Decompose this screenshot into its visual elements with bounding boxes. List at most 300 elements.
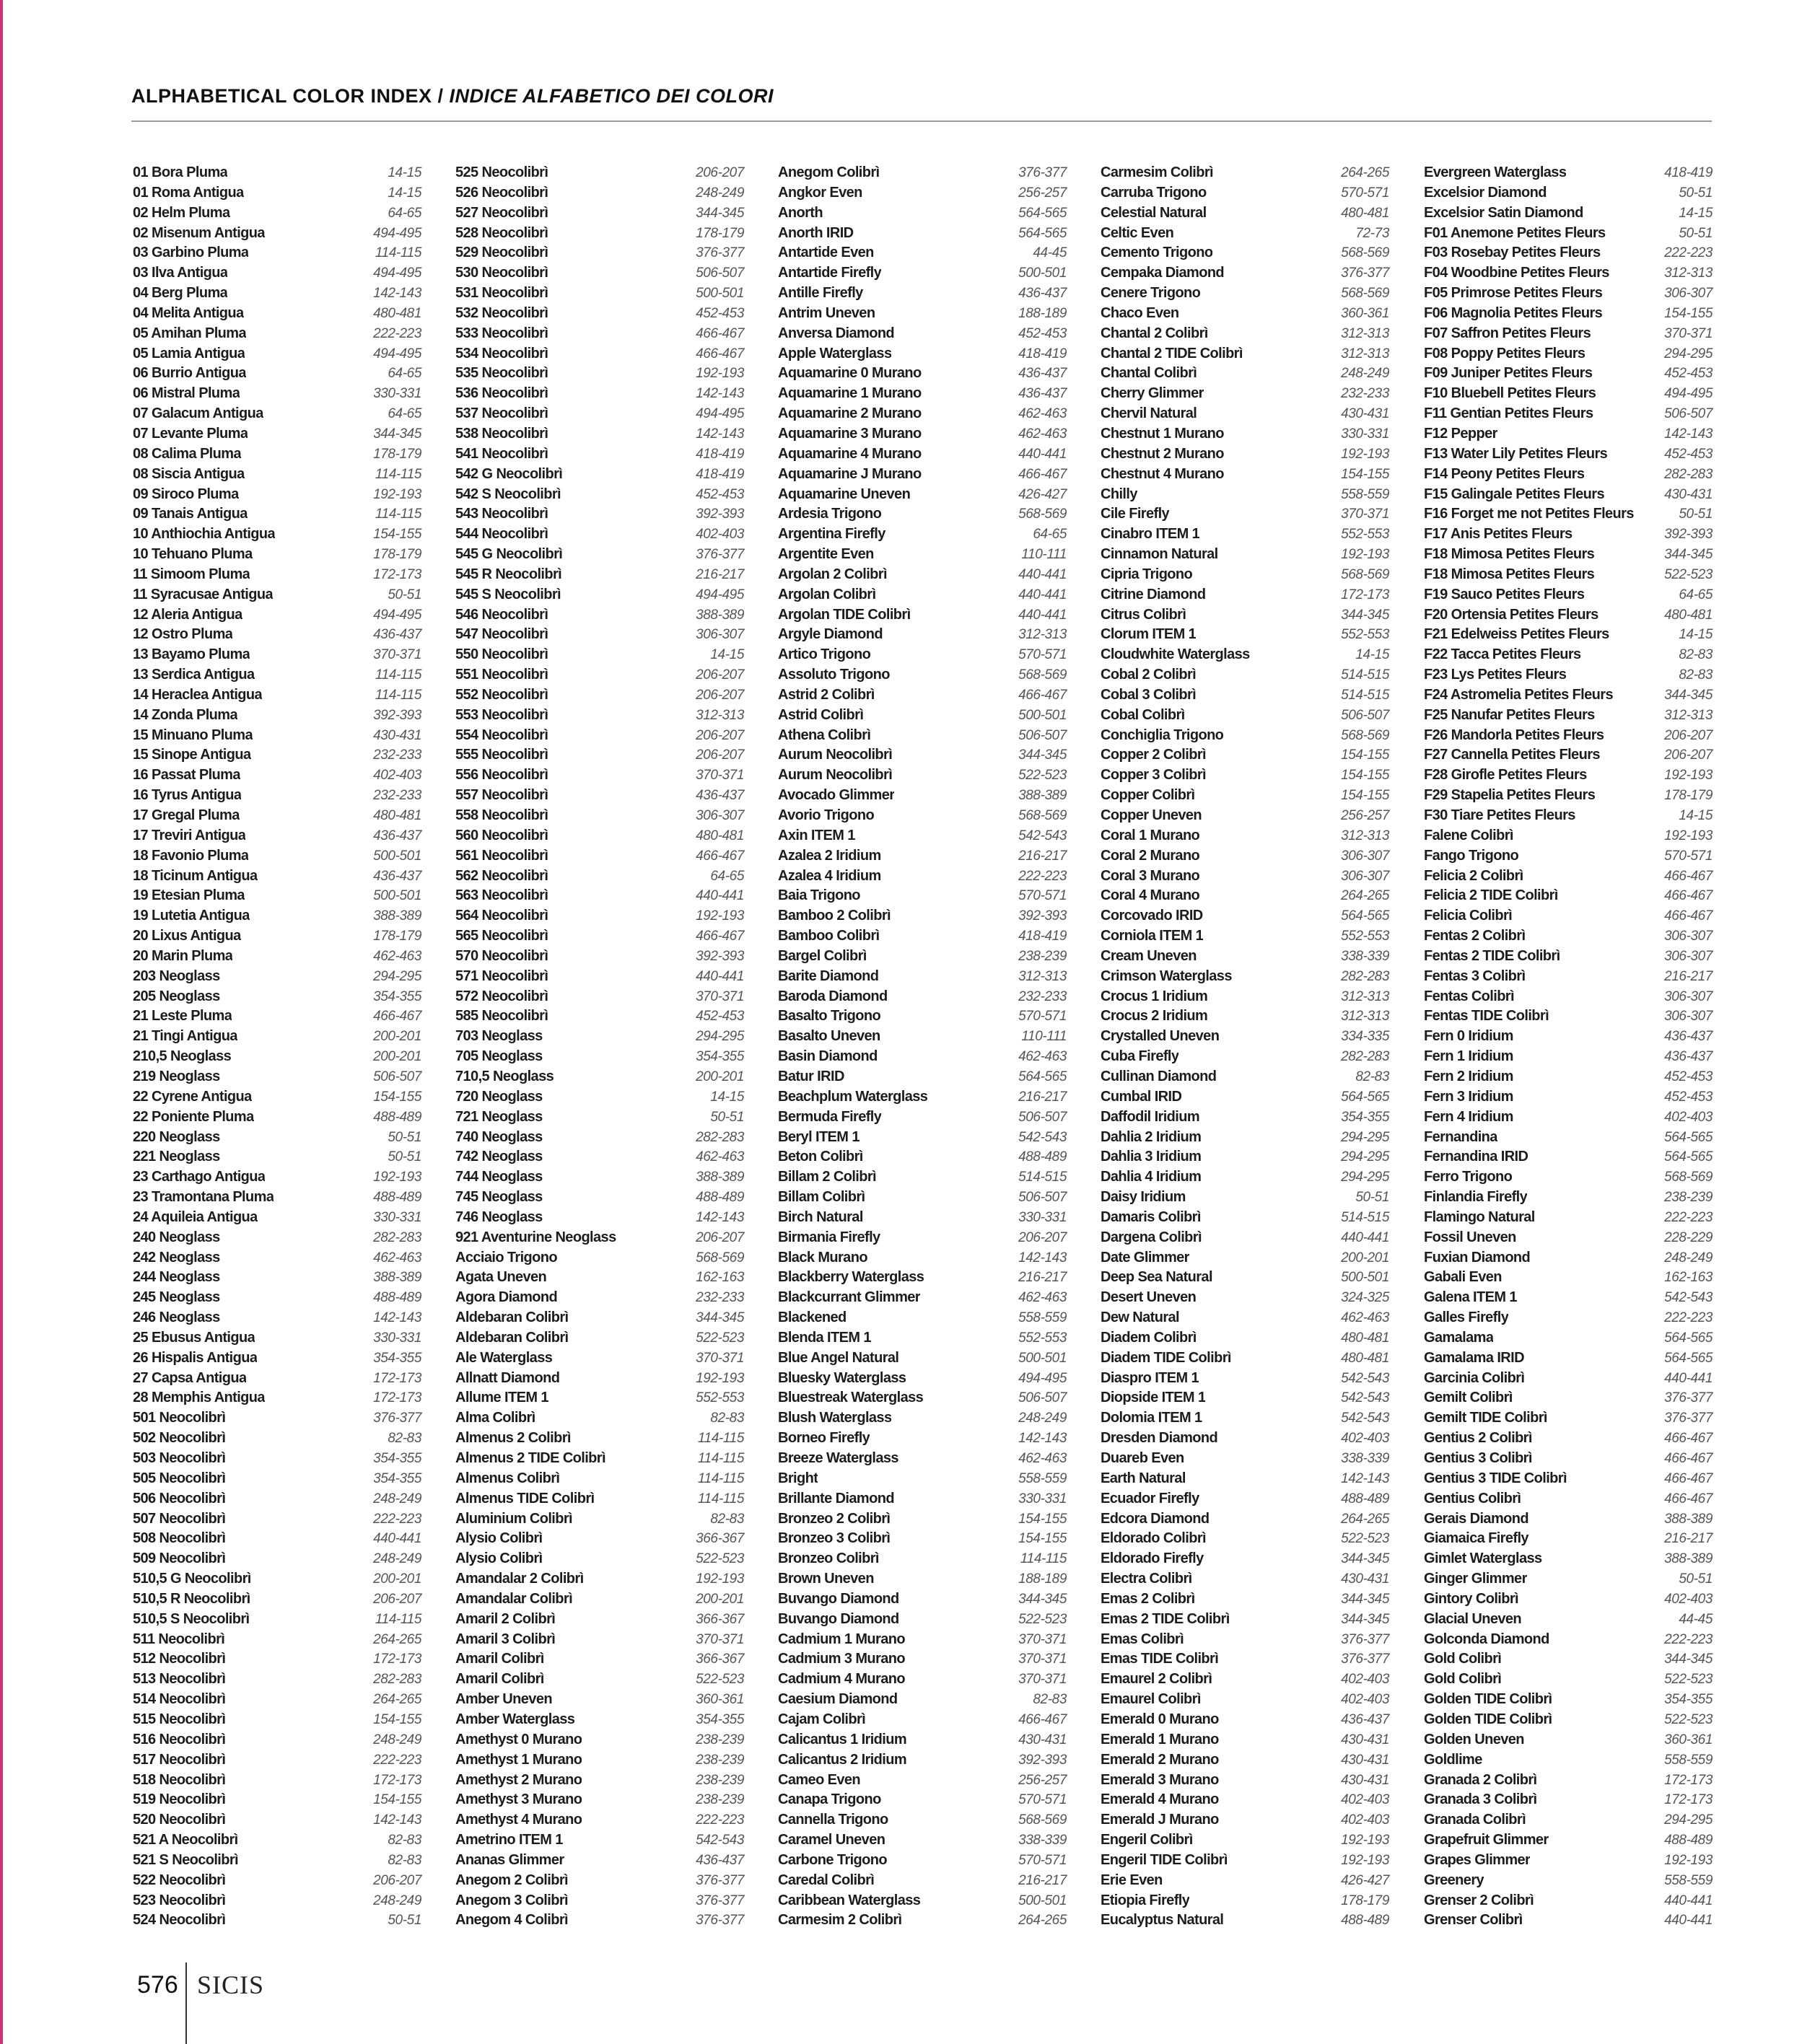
- index-entry: [778, 846, 1067, 867]
- color-name: Edcora Diamond: [1101, 1510, 1210, 1527]
- color-name: 505 Neocolibrì: [133, 1470, 226, 1486]
- color-name: 542 G Neocolibrì: [455, 465, 563, 482]
- page-ref: 142-143: [373, 286, 421, 302]
- color-name: Argentite Even: [778, 546, 874, 563]
- index-entry: [1101, 344, 1389, 364]
- page-ref: 264-265: [1341, 1511, 1389, 1527]
- color-name: 17 Gregal Pluma: [133, 807, 240, 823]
- index-entry: [1424, 344, 1713, 364]
- color-name: Gold Colibrì: [1424, 1651, 1502, 1667]
- index-entry: [1101, 1107, 1389, 1128]
- index-entry: [1101, 1549, 1389, 1569]
- page-ref: 452-453: [1664, 446, 1713, 462]
- index-entry: [778, 1067, 1067, 1087]
- color-name: Allume ITEM 1: [455, 1390, 548, 1406]
- color-name: Carmesim 2 Colibrì: [778, 1912, 902, 1929]
- page-ref: 330-331: [1341, 426, 1389, 442]
- color-name: 561 Neocolibrì: [455, 847, 548, 864]
- page-ref: 110-111: [1021, 547, 1067, 563]
- index-entry: [133, 1248, 421, 1268]
- index-entry: [778, 545, 1067, 565]
- page-ref: 570-571: [1664, 848, 1713, 864]
- color-name: Cullinan Diamond: [1101, 1068, 1217, 1084]
- index-entry: [778, 745, 1067, 766]
- page-ref: 402-403: [1341, 1792, 1389, 1808]
- color-name: Gold Colibrì: [1424, 1671, 1502, 1688]
- page-ref: 488-489: [1341, 1913, 1389, 1929]
- color-name: Erie Even: [1101, 1872, 1163, 1888]
- index-entry: [1424, 1830, 1713, 1851]
- color-name: Finlandia Firefly: [1424, 1189, 1528, 1206]
- index-entry: [455, 786, 744, 806]
- page-ref: 248-249: [696, 185, 744, 201]
- color-name: Grenser Colibrì: [1424, 1912, 1523, 1929]
- color-name: Engeril TIDE Colibrì: [1101, 1851, 1228, 1868]
- color-name: Blush Waterglass: [778, 1410, 892, 1426]
- page-ref: 542-543: [1341, 1390, 1389, 1406]
- index-entry: [455, 1167, 744, 1188]
- page-ref: 436-437: [1664, 1049, 1713, 1065]
- color-name: F25 Nanufar Petites Fleurs: [1424, 706, 1595, 723]
- color-name: Cameo Even: [778, 1771, 861, 1788]
- index-entry: [133, 745, 421, 766]
- color-name: 203 Neoglass: [133, 968, 220, 984]
- index-entry: [133, 1569, 421, 1589]
- color-name: Felicia 2 Colibrì: [1424, 867, 1523, 884]
- page-ref: 570-571: [1018, 1852, 1067, 1868]
- index-entry: [1101, 1047, 1389, 1067]
- index-entry: [1424, 1649, 1713, 1670]
- color-name: Cobal 2 Colibrì: [1101, 667, 1197, 683]
- page-ref: 466-467: [696, 848, 744, 864]
- page-ref: 172-173: [373, 1390, 421, 1406]
- color-name: Date Glimmer: [1101, 1249, 1189, 1266]
- index-entry: [1101, 1369, 1389, 1389]
- color-name: Argolan TIDE Colibrì: [778, 606, 911, 623]
- page-ref: 172-173: [373, 1652, 421, 1667]
- color-name: 07 Galacum Antigua: [133, 405, 263, 422]
- page-ref: 264-265: [1341, 165, 1389, 180]
- page-ref: 228-229: [1664, 1229, 1713, 1245]
- color-name: 551 Neocolibrì: [455, 667, 548, 683]
- color-name: 514 Neocolibrì: [133, 1691, 226, 1708]
- color-name: 545 R Neocolibrì: [455, 566, 562, 582]
- page-ref: 500-501: [1018, 1892, 1067, 1908]
- page-ref: 50-51: [1355, 1190, 1389, 1206]
- color-name: 09 Siroco Pluma: [133, 486, 239, 502]
- page-ref: 522-523: [696, 1551, 744, 1567]
- index-entry: [133, 1610, 421, 1630]
- page-ref: 402-403: [1664, 1109, 1713, 1125]
- index-entry: [455, 1369, 744, 1389]
- color-name: Emerald 2 Murano: [1101, 1751, 1219, 1768]
- color-name: Coral 2 Murano: [1101, 847, 1200, 864]
- color-name: F09 Juniper Petites Fleurs: [1424, 365, 1593, 382]
- color-name: 18 Ticinum Antigua: [133, 867, 258, 884]
- page-ref: 564-565: [1341, 1089, 1389, 1105]
- index-entry: [133, 465, 421, 485]
- page-ref: 312-313: [1341, 325, 1389, 341]
- index-entry: [133, 1388, 421, 1408]
- color-name: 25 Ebusus Antigua: [133, 1329, 255, 1346]
- page-ref: 282-283: [373, 1672, 421, 1688]
- page-ref: 206-207: [696, 747, 744, 763]
- index-entry: [1424, 846, 1713, 867]
- color-name: Buvango Diamond: [778, 1610, 899, 1627]
- page-ref: 542-543: [1018, 1129, 1067, 1145]
- page-ref: 344-345: [1664, 547, 1713, 563]
- index-entry: [1424, 1610, 1713, 1630]
- page-ref: 330-331: [1018, 1491, 1067, 1506]
- index-entry: [1424, 706, 1713, 726]
- page-ref: 402-403: [1664, 1591, 1713, 1607]
- index-entry: [133, 786, 421, 806]
- color-name: Gabali Even: [1424, 1269, 1502, 1286]
- index-entry: [455, 1509, 744, 1530]
- index-entry: [133, 1630, 421, 1650]
- index-entry: [778, 1750, 1067, 1771]
- index-entry: [778, 1549, 1067, 1569]
- color-name: F21 Edelweiss Petites Fleurs: [1424, 626, 1609, 643]
- color-name: Cajam Colibrì: [778, 1711, 866, 1727]
- page-ref: 154-155: [373, 1089, 421, 1105]
- index-entry: [1424, 545, 1713, 565]
- color-name: 528 Neocolibrì: [455, 224, 548, 241]
- page-ref: 142-143: [696, 386, 744, 402]
- color-name: Beryl ITEM 1: [778, 1128, 860, 1145]
- color-name: 525 Neocolibrì: [455, 165, 548, 180]
- color-name: 526 Neocolibrì: [455, 184, 548, 201]
- index-entry: [455, 304, 744, 324]
- page-ref: 114-115: [375, 506, 421, 522]
- page-ref: 312-313: [1018, 968, 1067, 984]
- index-entry: [1101, 243, 1389, 263]
- color-name: 03 Ilva Antigua: [133, 265, 228, 281]
- color-name: 552 Neocolibrì: [455, 686, 548, 703]
- page-ref: 440-441: [696, 888, 744, 904]
- index-entry: [1424, 826, 1713, 846]
- index-entry: [1101, 926, 1389, 947]
- color-name: F13 Water Lily Petites Fleurs: [1424, 445, 1608, 462]
- page-ref: 200-201: [696, 1591, 744, 1607]
- index-entry: [778, 1810, 1067, 1830]
- page-ref: 206-207: [373, 1591, 421, 1607]
- color-name: Diadem Colibrì: [1101, 1329, 1197, 1346]
- color-name: Argolan Colibrì: [778, 586, 876, 602]
- index-entry: [1101, 1589, 1389, 1610]
- page-ref: 282-283: [696, 1129, 744, 1145]
- index-entry: [1424, 1429, 1713, 1449]
- page-ref: 238-239: [696, 1772, 744, 1788]
- color-name: 246 Neoglass: [133, 1310, 220, 1326]
- index-entry: [133, 1750, 421, 1771]
- page-ref: 192-193: [1341, 446, 1389, 462]
- index-entry: [455, 224, 744, 244]
- page-ref: 142-143: [696, 1209, 744, 1225]
- page-ref: 354-355: [373, 1451, 421, 1466]
- color-name: Chilly: [1101, 486, 1137, 502]
- color-name: Crimson Waterglass: [1101, 968, 1232, 984]
- index-entry: [455, 906, 744, 926]
- color-name: 240 Neoglass: [133, 1229, 220, 1245]
- color-name: 19 Lutetia Antigua: [133, 908, 250, 924]
- index-entry: [778, 1670, 1067, 1690]
- color-name: Buvango Diamond: [778, 1590, 899, 1607]
- color-name: Diadem TIDE Colibrì: [1101, 1349, 1231, 1366]
- index-entry: [133, 263, 421, 284]
- color-name: Aquamarine 1 Murano: [778, 385, 922, 402]
- page-ref: 370-371: [1018, 1652, 1067, 1667]
- index-entry: [133, 344, 421, 364]
- color-name: F11 Gentian Petites Fleurs: [1424, 405, 1593, 422]
- index-entry: [778, 1128, 1067, 1148]
- index-entry: [1101, 826, 1389, 846]
- index-entry: [1101, 1630, 1389, 1650]
- color-name: 740 Neoglass: [455, 1128, 543, 1145]
- color-name: Amaril Colibrì: [455, 1651, 544, 1667]
- color-name: Anorth: [778, 204, 823, 221]
- page-ref: 82-83: [388, 1431, 421, 1447]
- index-entry: [455, 1288, 744, 1308]
- index-entry: [1424, 585, 1713, 605]
- color-name: Aurum Neocolibrì: [778, 767, 893, 784]
- index-entry: [1101, 1188, 1389, 1208]
- color-name: Gintory Colibrì: [1424, 1590, 1519, 1607]
- page-ref: 14-15: [710, 1089, 744, 1105]
- page-ref: 480-481: [1341, 1330, 1389, 1346]
- page-ref: 64-65: [1679, 587, 1713, 602]
- index-entry: [455, 1429, 744, 1449]
- page-ref: 522-523: [1018, 768, 1067, 784]
- color-name: Brillante Diamond: [778, 1490, 894, 1506]
- page-ref: 558-559: [1664, 1872, 1713, 1888]
- color-name: Argyle Diamond: [778, 626, 883, 643]
- color-name: F19 Sauco Petites Fleurs: [1424, 586, 1585, 602]
- page-ref: 306-307: [1341, 848, 1389, 864]
- page-ref: 338-339: [1341, 1451, 1389, 1466]
- color-name: Dresden Diamond: [1101, 1430, 1218, 1447]
- index-entry: [778, 706, 1067, 726]
- index-entry: [778, 1569, 1067, 1589]
- page-ref: 192-193: [1341, 547, 1389, 563]
- page-ref: 564-565: [1341, 908, 1389, 924]
- index-entry: [1424, 1388, 1713, 1408]
- index-entry: [1424, 947, 1713, 967]
- index-entry: [455, 1408, 744, 1429]
- page-ref: 344-345: [1341, 1611, 1389, 1627]
- color-name: Antartide Firefly: [778, 265, 882, 281]
- index-entry: [1101, 1830, 1389, 1851]
- index-entry: [1424, 1790, 1713, 1810]
- page-ref: 466-467: [1664, 1431, 1713, 1447]
- header-divider: [131, 120, 1712, 122]
- color-name: Baia Trigono: [778, 887, 860, 904]
- color-name: Amaril 2 Colibrì: [455, 1610, 556, 1627]
- index-entry: [455, 1630, 744, 1650]
- page-ref: 178-179: [1341, 1892, 1389, 1908]
- page-ref: 440-441: [1018, 587, 1067, 602]
- color-name: Avorio Trigono: [778, 807, 875, 823]
- page-ref: 522-523: [696, 1330, 744, 1346]
- color-name: Coral 3 Murano: [1101, 867, 1200, 884]
- color-name: Engeril Colibrì: [1101, 1832, 1193, 1848]
- color-name: Granada 2 Colibrì: [1424, 1771, 1537, 1788]
- index-entry: [455, 926, 744, 947]
- color-name: Argolan 2 Colibrì: [778, 566, 887, 582]
- index-entry: [455, 1208, 744, 1228]
- index-entry: [1424, 304, 1713, 324]
- page-footer: [137, 1962, 570, 2044]
- index-entry: [1101, 565, 1389, 585]
- index-entry: [1424, 1449, 1713, 1469]
- page-ref: 388-389: [696, 1170, 744, 1185]
- index-entry: [778, 224, 1067, 244]
- page-ref: 500-501: [1341, 1270, 1389, 1286]
- color-name: Dahlia 3 Iridium: [1101, 1149, 1202, 1165]
- page-ref: 162-163: [696, 1270, 744, 1286]
- color-name: 28 Memphis Antigua: [133, 1390, 265, 1406]
- index-entry: [1101, 1489, 1389, 1509]
- color-name: Carruba Trigono: [1101, 184, 1207, 201]
- index-entry: [1424, 726, 1713, 746]
- page-ref: 436-437: [1018, 286, 1067, 302]
- index-entry: [778, 1107, 1067, 1128]
- page-ref: 542-543: [1341, 1411, 1389, 1426]
- color-name: 20 Marin Pluma: [133, 947, 233, 964]
- page-ref: 344-345: [696, 1310, 744, 1326]
- page-ref: 452-453: [1664, 1069, 1713, 1084]
- index-entry: [1424, 786, 1713, 806]
- page-ref: 388-389: [1018, 788, 1067, 804]
- index-entry: [133, 605, 421, 626]
- index-entry: [133, 1670, 421, 1690]
- page-ref: 522-523: [1664, 566, 1713, 582]
- color-name: Barite Diamond: [778, 968, 879, 984]
- color-name: Ametrino ITEM 1: [455, 1832, 563, 1848]
- page-ref: 506-507: [1018, 1390, 1067, 1406]
- index-entry: [133, 444, 421, 465]
- index-entry: [1424, 1469, 1713, 1489]
- index-entry: [133, 1027, 421, 1047]
- index-entry: [778, 987, 1067, 1007]
- page-ref: 50-51: [388, 1129, 421, 1145]
- index-entry: [133, 1690, 421, 1710]
- index-entry: [778, 886, 1067, 906]
- index-entry: [133, 826, 421, 846]
- index-entry: [1424, 263, 1713, 284]
- color-name: 507 Neocolibrì: [133, 1510, 226, 1527]
- page-ref: 64-65: [388, 366, 421, 382]
- color-name: 543 Neocolibrì: [455, 506, 548, 522]
- page-ref: 334-335: [1341, 1029, 1389, 1045]
- index-entry: [1101, 1268, 1389, 1288]
- index-entry: [133, 1830, 421, 1851]
- page-ref: 154-155: [1018, 1511, 1067, 1527]
- color-name: F08 Poppy Petites Fleurs: [1424, 345, 1586, 361]
- index-entry: [778, 1489, 1067, 1509]
- color-name: 546 Neocolibrì: [455, 606, 548, 623]
- color-name: Dew Natural: [1101, 1310, 1179, 1326]
- page-ref: 568-569: [1341, 727, 1389, 743]
- page-header: [131, 85, 1712, 122]
- page-ref: 238-239: [696, 1792, 744, 1808]
- color-name: Cloudwhite Waterglass: [1101, 646, 1250, 663]
- color-name: 554 Neocolibrì: [455, 727, 548, 743]
- index-entry: [1101, 1771, 1389, 1791]
- color-name: Baroda Diamond: [778, 988, 888, 1004]
- page-ref: 564-565: [1664, 1149, 1713, 1165]
- color-name: Aurum Neocolibrì: [778, 747, 893, 763]
- index-entry: [1424, 404, 1713, 424]
- color-name: Bargel Colibrì: [778, 947, 867, 964]
- index-entry: [1424, 1027, 1713, 1047]
- color-name: 544 Neocolibrì: [455, 526, 548, 543]
- index-entry: [1101, 224, 1389, 244]
- color-name: F17 Anis Petites Fleurs: [1424, 526, 1573, 543]
- color-name: 23 Carthago Antigua: [133, 1169, 266, 1185]
- color-name: 521 S Neocolibrì: [133, 1851, 239, 1868]
- index-entry: [455, 485, 744, 505]
- index-entry: [778, 203, 1067, 224]
- page-ref: 178-179: [696, 225, 744, 241]
- color-name: 502 Neocolibrì: [133, 1430, 226, 1447]
- color-name: Almenus Colibrì: [455, 1470, 560, 1486]
- index-entry: [778, 1348, 1067, 1369]
- index-entry: [133, 1288, 421, 1308]
- index-entry: [133, 1147, 421, 1167]
- color-name: 531 Neocolibrì: [455, 285, 548, 302]
- color-name: Gentius 2 Colibrì: [1424, 1430, 1532, 1447]
- page-ref: 192-193: [1341, 1852, 1389, 1868]
- index-entry: [1101, 1449, 1389, 1469]
- page-ref: 558-559: [1341, 486, 1389, 502]
- page-ref: 206-207: [373, 1872, 421, 1888]
- page-ref: 376-377: [696, 1872, 744, 1888]
- page-ref: 232-233: [1018, 988, 1067, 1004]
- index-entry: [455, 284, 744, 304]
- page-ref: 162-163: [1664, 1270, 1713, 1286]
- color-name: Felicia 2 TIDE Colibrì: [1424, 887, 1558, 904]
- color-name: Billam Colibrì: [778, 1189, 865, 1206]
- index-entry: [778, 1690, 1067, 1710]
- page-ref: 430-431: [1341, 1752, 1389, 1768]
- page-ref: 200-201: [373, 1029, 421, 1045]
- page-ref: 462-463: [1018, 1451, 1067, 1466]
- page-ref: 216-217: [1018, 848, 1067, 864]
- index-entry: [455, 1529, 744, 1549]
- page-ref: 256-257: [1018, 1772, 1067, 1788]
- color-name: Cherry Glimmer: [1101, 385, 1204, 402]
- page-ref: 494-495: [696, 406, 744, 422]
- color-name: Bamboo Colibrì: [778, 928, 880, 944]
- page-ref: 506-507: [373, 1069, 421, 1084]
- color-name: 14 Zonda Pluma: [133, 706, 237, 723]
- color-name: Fern 2 Iridium: [1424, 1068, 1513, 1084]
- index-entry: [1101, 1328, 1389, 1348]
- page-ref: 238-239: [696, 1732, 744, 1747]
- page-ref: 568-569: [1341, 566, 1389, 582]
- page-ref: 392-393: [696, 506, 744, 522]
- index-entry: [1424, 1087, 1713, 1107]
- index-entry: [1101, 625, 1389, 645]
- index-entry: [455, 605, 744, 626]
- index-entry: [455, 263, 744, 284]
- index-entry: [1424, 1328, 1713, 1348]
- page-ref: 466-467: [373, 1009, 421, 1025]
- index-entry: [455, 1810, 744, 1830]
- page-ref: 50-51: [710, 1109, 744, 1125]
- index-entry: [455, 706, 744, 726]
